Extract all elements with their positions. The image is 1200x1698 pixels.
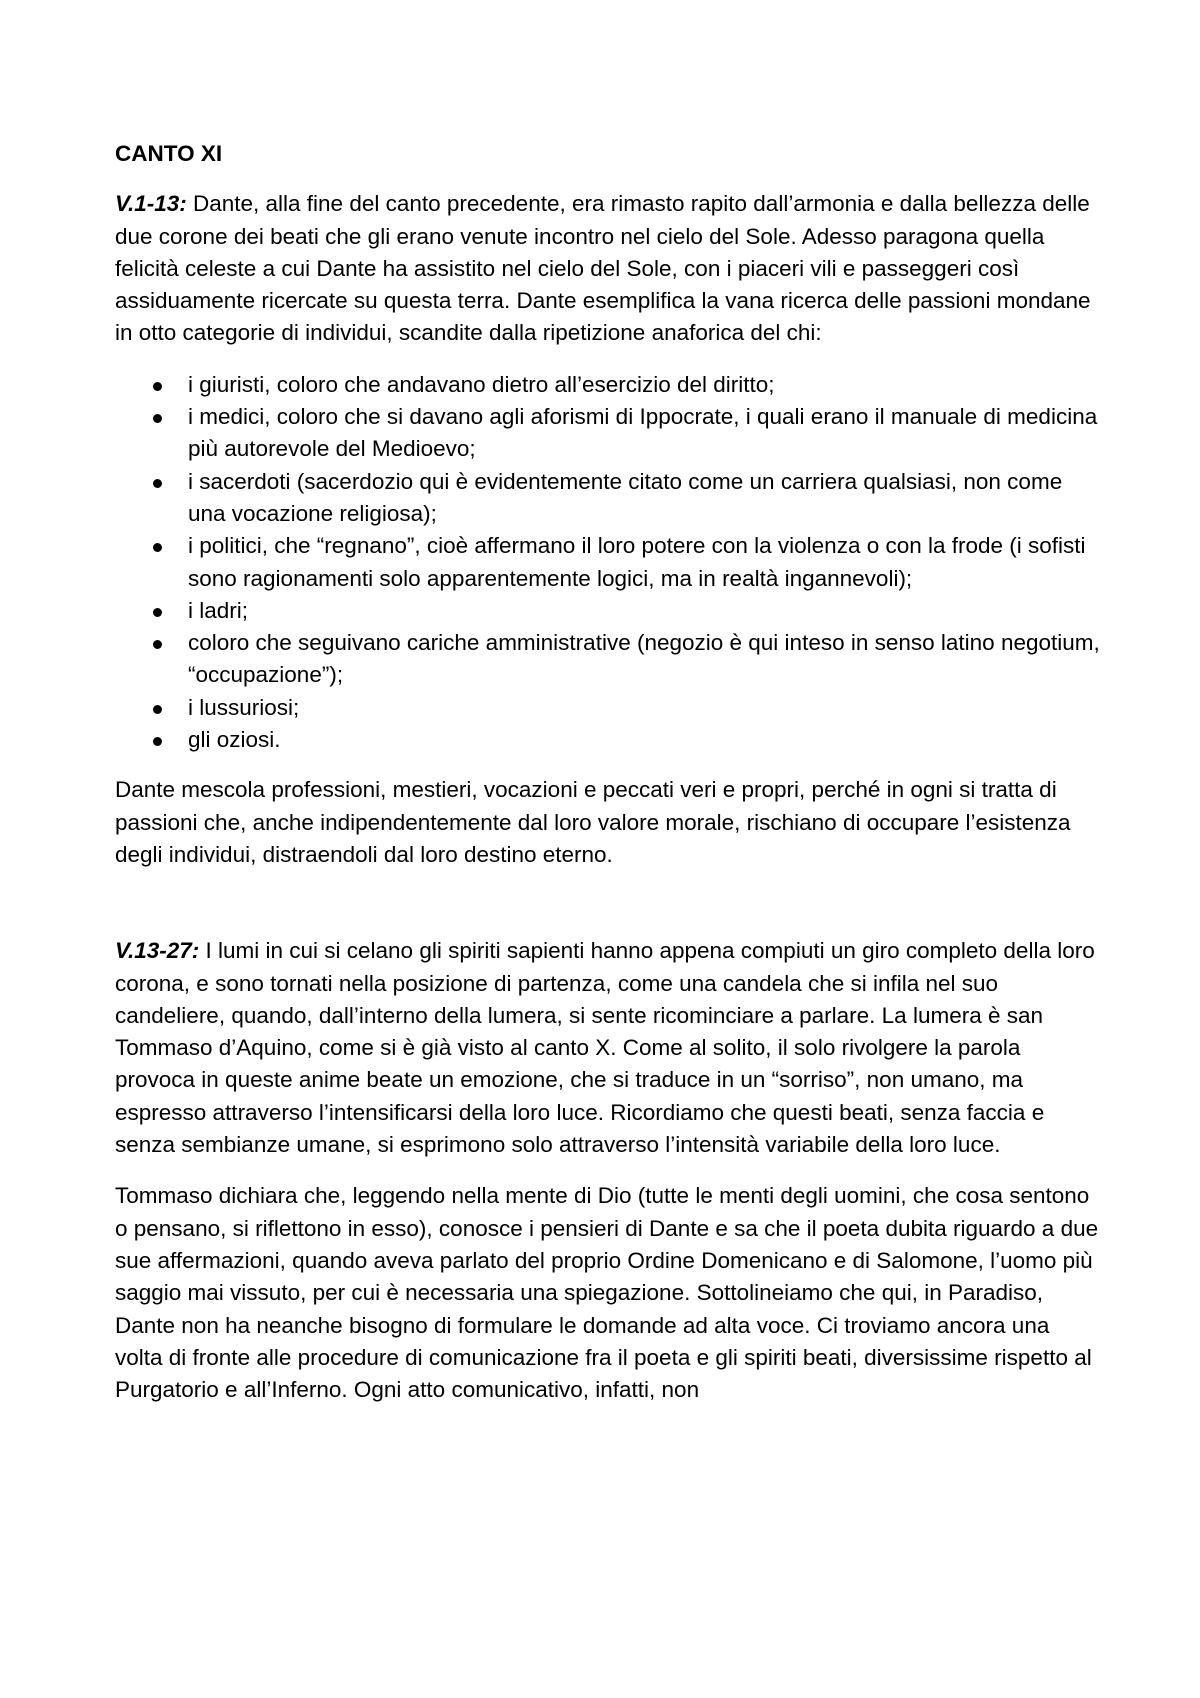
section1-paragraph	[115, 188, 1100, 349]
list-item	[115, 401, 1100, 466]
list-item-text: i giuristi, coloro che andavano dietro all’esercizio del diritto;	[188, 371, 775, 397]
verse-label-13-27: V.13-27:	[115, 938, 200, 964]
list-item-text: i medici, coloro che si davano agli aforismi di Ippocrate, i quali erano il manuale di medicina più autorevole del Medioevo;	[188, 404, 1098, 462]
section1-closing: Dante mescola professioni, mestieri, vocazioni e peccati veri e propri, perché in ogni si tratta di passioni che, anche indipendentemente dal loro valore morale, rischiano di occupare l’esistenza degli individui, distraendoli dal loro destino eterno.	[115, 777, 1071, 867]
bullet-icon	[153, 543, 162, 552]
list-item-text: i politici, che “regnano”, cioè affermano il loro potere con la violenza o con la frode (i sofisti sono ragionamenti solo apparentemente logici, ma in realtà ingannevoli);	[188, 533, 1086, 591]
list-item	[115, 724, 1100, 756]
list-item	[115, 595, 1100, 627]
list-item-text: coloro che seguivano cariche amministrative (negozio è qui inteso in senso latino negotium, “occupazione”);	[188, 630, 1100, 688]
section1-text: Dante, alla fine del canto precedente, era rimasto rapito dall’armonia e dalla bellezza delle due corone dei beati che gli erano venute incontro nel cielo del Sole. Adesso paragona quella felicità celeste a cui Dante ha assistito nel cielo del Sole, con i piaceri vili e passeggeri così assiduamente ricercate su questa terra. Dante esemplifica la vana ricerca delle passioni mondane in otto categorie di individui, scandite dalla ripetizione anaforica del chi:	[115, 191, 1091, 346]
list-item-text: i ladri;	[188, 597, 249, 623]
list-item-text: gli oziosi.	[188, 727, 281, 753]
bullet-icon	[153, 640, 162, 649]
bullet-icon	[153, 608, 162, 617]
bullet-icon	[153, 414, 162, 423]
section2-paragraph-2: Tommaso dichiara che, leggendo nella mente di Dio (tutte le menti degli uomini, che cosa sentono o pensano, si riflettono in esso), conosce i pensieri di Dante e sa che il poeta dubita riguardo a due sue affermazioni, quando aveva parlato del proprio Ordine Domenicano e di Salomone, l’uomo più saggio mai vissuto, per cui è necessaria una spiegazione. Sottolineiamo che qui, in Paradiso, Dante non ha neanche bisogno di formulare le domande ad alta voce. Ci troviamo ancora una volta di fronte alle procedure di comunicazione fra il poeta e gli spiriti beati, diversissime rispetto al Purgatorio e all’Inferno. Ogni atto comunicativo, infatti, non	[115, 1183, 1099, 1403]
list-item	[115, 692, 1100, 724]
section-spacer	[115, 871, 1100, 935]
list-item-text: i lussuriosi;	[188, 694, 300, 720]
list-item	[115, 530, 1100, 595]
bullet-icon	[153, 705, 162, 714]
list-item	[115, 627, 1100, 692]
verse-label-1-13: V.1-13:	[115, 191, 187, 217]
section2-text: I lumi in cui si celano gli spiriti sapienti hanno appena compiuti un giro completo della loro corona, e sono tornati nella posizione di partenza, come una candela che si infila nel suo candeliere, quando, dall’interno della lumera, si sente ricominciare a parlare. La lumera è san Tommaso d’Aquino, come si è già visto al canto X. Come al solito, il solo rivolgere la parola provoca in queste anime beate un emozione, che si traduce in un “sorriso”, non umano, ma espresso attraverso l’intensificarsi della loro luce. Ricordiamo che questi beati, senza faccia e senza sembianze umane, si esprimono solo attraverso l’intensità variabile della loro luce.	[115, 938, 1095, 1158]
canto-title: CANTO XI	[115, 141, 223, 166]
bullet-icon	[153, 382, 162, 391]
list-item	[115, 369, 1100, 401]
list-item	[115, 466, 1100, 531]
document-page	[115, 138, 1100, 1406]
section2-paragraph	[115, 935, 1100, 1161]
categories-list	[115, 369, 1100, 757]
bullet-icon	[153, 479, 162, 488]
bullet-icon	[153, 737, 162, 746]
list-item-text: i sacerdoti (sacerdozio qui è evidentemente citato come un carriera qualsiasi, non come una vocazione religiosa);	[188, 468, 1063, 526]
